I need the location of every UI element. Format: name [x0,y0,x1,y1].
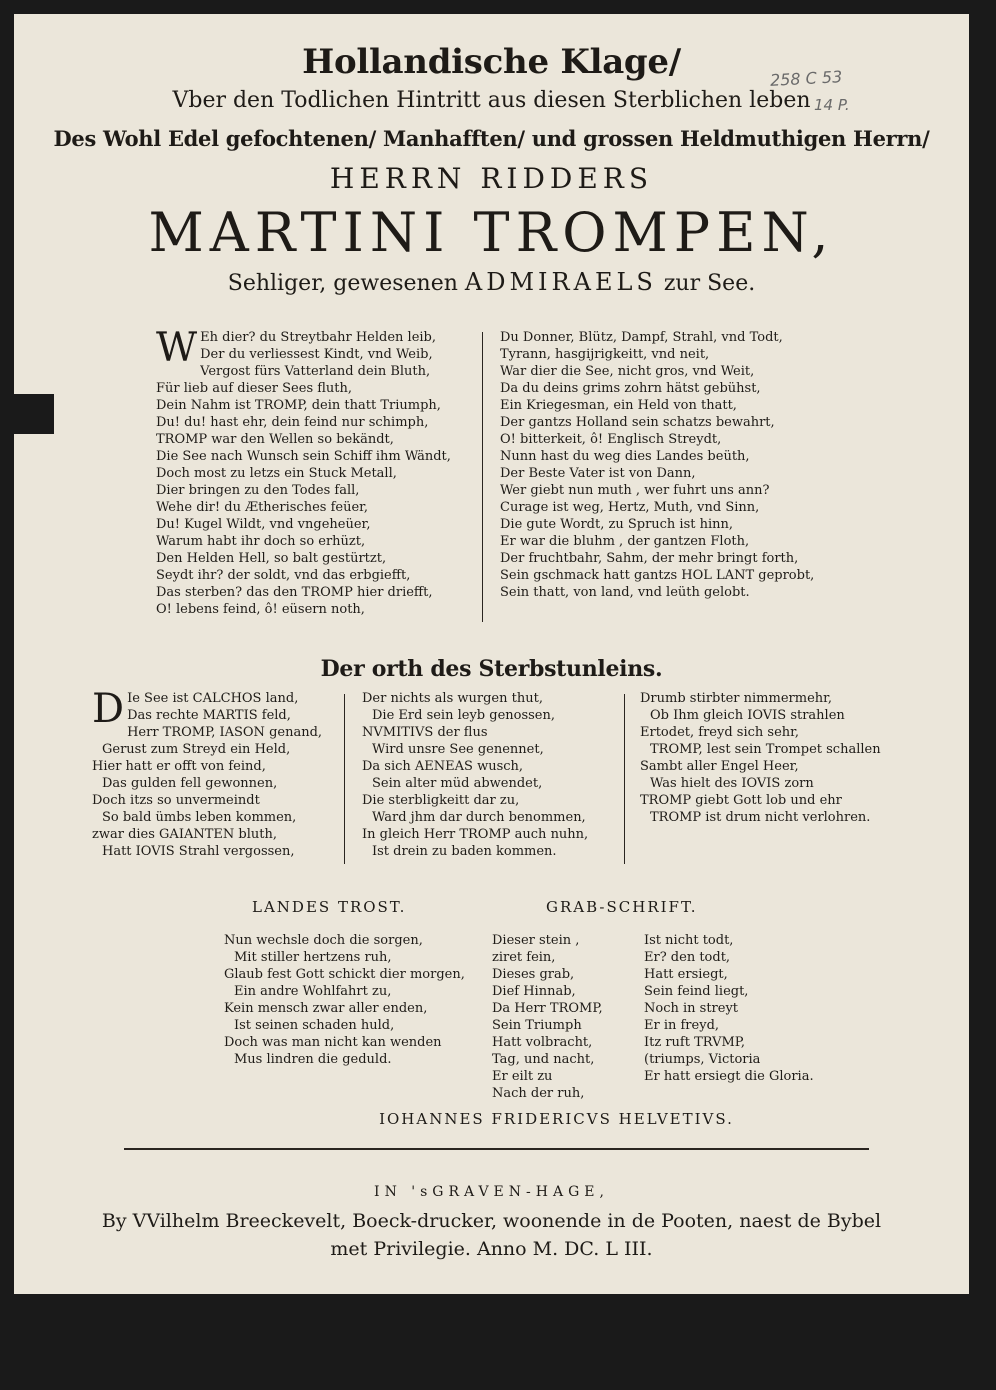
verse-line: Gerust zum Streyd ein Held, [102,742,291,757]
imprint-printer: By VVilhelm Breeckevelt, Boeck-drucker, woonende in de Pooten, naest de Bybel [101,1210,882,1232]
admiral-prefix: Sehliger, gewesenen [227,271,458,296]
verse-line: Dieses grab, [492,967,575,982]
verse-line: Mit stiller hertzens ruh, [234,950,392,965]
grab-schrift-heading: GRAB-SCHRIFT. [546,898,698,916]
verse-line: ziret fein, [492,950,556,965]
verse-line: Eh dier? du Streytbahr Helden leib, [200,330,437,345]
verse-line: Die Erd sein leyb genossen, [372,708,555,723]
column-rule [624,694,625,864]
verse-line: Wird unsre See genennet, [372,742,544,757]
verse-line: (triumps, Victoria [644,1052,761,1067]
verse-line: TROMP war den Wellen so bekändt, [156,432,394,447]
verse-line: Der gantzs Holland sein schatzs bewahrt, [500,415,775,430]
verse-line: Ist drein zu baden kommen. [372,844,557,859]
verse-line: Sein alter müd abwendet, [372,776,543,791]
verse-line: Du Donner, Blütz, Dampf, Strahl, vnd Todt, [500,330,783,345]
verse-line: Drumb stirbter nimmermehr, [640,691,833,706]
verse-line: Er hatt ersiegt die Gloria. [644,1069,814,1084]
poem1-left-column [156,325,451,618]
section2-column-2 [362,690,588,860]
verse-line: NVMITIVS der flus [362,725,488,740]
poem1-right-column [500,329,814,601]
verse-line: Sein feind liegt, [644,984,749,999]
section2-column-1 [92,686,323,860]
verse-line: Vergost fürs Vatterland dein Bluth, [200,364,431,379]
author-line: IOHANNES FRIDERICVS HELVETIVS. [379,1110,734,1128]
verse-line: Der du verliessest Kindt, vnd Weib, [200,347,433,362]
verse-line: Da du deins grims zohrn hätst gebühst, [500,381,761,396]
verse-line: Ist nicht todt, [644,933,734,948]
verse-line: Hier hatt er offt von feind, [92,759,266,774]
verse-line: Ie See ist CALCHOS land, [127,691,299,706]
verse-line: Der nichts als wurgen thut, [362,691,543,706]
verse-line: Mus lindren die geduld. [234,1052,392,1067]
verse-line: Da Herr TROMP, [492,1001,603,1016]
verse-line: Nach der ruh, [492,1086,585,1101]
verse-line: Sein thatt, von land, vnd leüth gelobt. [500,585,750,600]
verse-line: So bald ümbs leben kommen, [102,810,297,825]
verse-line: Er in freyd, [644,1018,720,1033]
verse-line: Seydt ihr? der soldt, vnd das erbgiefft, [156,568,411,583]
verse-line: Curage ist weg, Hertz, Muth, vnd Sinn, [500,500,760,515]
verse-line: Dier bringen zu den Todes fall, [156,483,360,498]
verse-line: Dief Hinnab, [492,984,576,999]
pencil-note: 14 P. [814,96,850,114]
verse-line: Er war die bluhm , der gantzen Floth, [500,534,750,549]
main-title: Hollandische Klage/ [302,42,681,82]
verse-line: Das sterben? das den TROMP hier driefft, [156,585,433,600]
verse-line: Glaub fest Gott schickt dier morgen, [224,967,465,982]
dropcap-w: W [156,325,198,371]
verse-line: Doch most zu letzs ein Stuck Metall, [156,466,397,481]
verse-line: Itz ruft TRVMP, [644,1035,746,1050]
verse-line: Doch was man nicht kan wenden [224,1035,442,1050]
verse-line: Herr TROMP, IASON genand, [127,725,323,740]
verse-line: Der fruchtbahr, Sahm, der mehr bringt forth, [500,551,799,566]
verse-line: O! lebens feind, ô! eüsern noth, [156,602,365,617]
verse-line: Warum habt ihr doch so erhüzt, [156,534,366,549]
grab-schrift-column-1 [492,932,603,1102]
verse-line: Der Beste Vater ist von Dann, [500,466,696,481]
verse-line: In gleich Herr TROMP auch nuhn, [362,827,589,842]
dropcap-d: D [92,686,125,732]
admiral-caps: ADMIRAELS [464,268,657,296]
landes-trost-verse [224,932,465,1068]
verse-line: Sein Triumph [492,1018,582,1033]
verse-line: Wer giebt nun muth , wer fuhrt uns ann? [500,483,770,498]
verse-line: Ob Ihm gleich IOVIS strahlen [650,708,845,723]
verse-line: TROMP ist drum nicht verlohren. [650,810,871,825]
column-rule [482,332,483,622]
verse-line: O! bitterkeit, ô! Englisch Streydt, [500,432,722,447]
verse-line: Ein andre Wohlfahrt zu, [234,984,392,999]
verse-line: zwar dies GAIANTEN bluth, [92,827,277,842]
verse-line: Den Helden Hell, so balt gestürtzt, [156,551,387,566]
verse-line: Sambt aller Engel Heer, [640,759,799,774]
torn-corner [14,394,54,434]
verse-line: Ward jhm dar durch benommen, [372,810,586,825]
verse-line: Tag, und nacht, [492,1052,595,1067]
verse-line: Dein Nahm ist TROMP, dein thatt Triumph, [156,398,441,413]
admiral-suffix: zur See. [663,271,756,296]
verse-line: Das rechte MARTIS feld, [127,708,291,723]
admiral-line [14,268,969,296]
verse-line: Die gute Wordt, zu Spruch ist hinn, [500,517,734,532]
imprint-rule [124,1148,869,1150]
verse-line: Du! du! hast ehr, dein feind nur schimph, [156,415,429,430]
verse-line: Die sterbligkeitt dar zu, [362,793,520,808]
verse-line: Hatt IOVIS Strahl vergossen, [102,844,295,859]
verse-line: Ist seinen schaden huld, [234,1018,395,1033]
subtitle-line: Vber den Todlichen Hintritt aus diesen Sterblichen leben [172,88,811,113]
section2-column-3 [640,690,881,826]
column-rule [344,694,345,864]
verse-line: Kein mensch zwar aller enden, [224,1001,428,1016]
verse-line: Was hielt des IOVIS zorn [650,776,814,791]
verse-line: War dier die See, nicht gros, vnd Weit, [500,364,755,379]
verse-line: Er eilt zu [492,1069,553,1084]
verse-line: Das gulden fell gewonnen, [102,776,278,791]
verse-line: Er? den todt, [644,950,731,965]
verse-line: Wehe dir! du Ætherisches feüer, [156,500,369,515]
verse-line: Hatt volbracht, [492,1035,593,1050]
pencil-shelfmark: 258 C 53 [769,67,843,90]
herrn-ridders: HERRN RIDDERS [329,162,654,195]
honorific-line: Des Wohl Edel gefochtenen/ Manhafften/ und grossen Heldmuthigen Herrn/ [53,126,930,151]
verse-line: Für lieb auf dieser Sees fluth, [156,381,353,396]
verse-line: Dieser stein , [492,933,580,948]
section-title: Der orth des Sterbstunleins. [320,656,663,682]
verse-line: Doch itzs so unvermeindt [92,793,260,808]
verse-line: TROMP giebt Gott lob und ehr [640,793,842,808]
verse-line: Ertodet, freyd sich sehr, [640,725,800,740]
verse-line: Die See nach Wunsch sein Schiff ihm Wändt, [156,449,451,464]
verse-line: Nunn hast du weg dies Landes beüth, [500,449,750,464]
landes-trost-heading: LANDES TROST. [252,898,407,916]
verse-line: Nun wechsle doch die sorgen, [224,933,423,948]
verse-line: Da sich AENEAS wusch, [362,759,524,774]
imprint-privilege: met Privilegie. Anno M. DC. L III. [330,1238,653,1260]
martini-trompen: MARTINI TROMPEN, [148,201,835,264]
verse-line: TROMP, lest sein Trompet schallen [650,742,881,757]
broadsheet-page [14,14,969,1294]
verse-line: Ein Kriegesman, ein Held von thatt, [500,398,737,413]
imprint-place: IN 'sGRAVEN-HAGE, [374,1184,609,1200]
verse-line: Hatt ersiegt, [644,967,728,982]
verse-line: Sein gschmack hatt gantzs HOL LANT geprobt, [500,568,815,583]
verse-line: Noch in streyt [644,1001,739,1016]
grab-schrift-column-2 [644,932,814,1085]
verse-line: Du! Kugel Wildt, vnd vngeheüer, [156,517,371,532]
verse-line: Tyrann, hasgijrigkeitt, vnd neit, [500,347,710,362]
